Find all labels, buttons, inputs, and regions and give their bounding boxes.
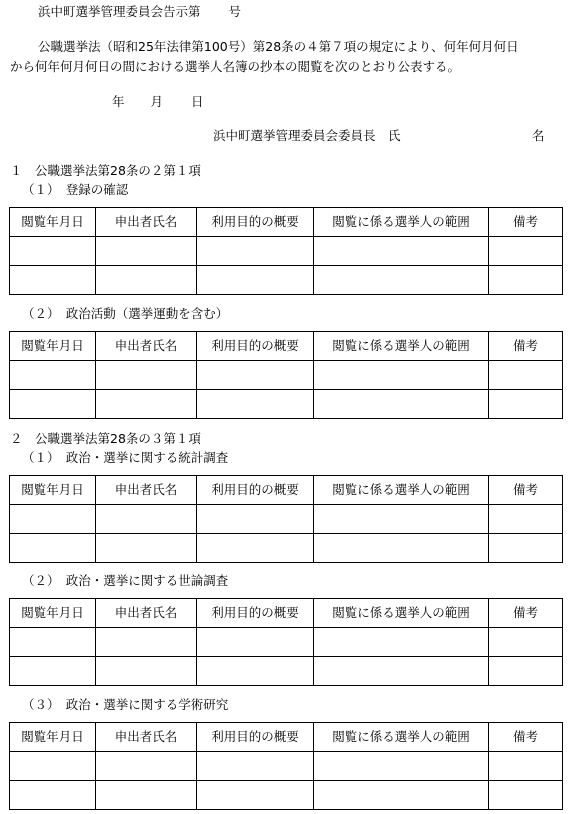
table-cell [314, 390, 489, 419]
table-cell [314, 361, 489, 390]
table-cell [96, 628, 197, 657]
header-applicant-name: 申出者氏名 [96, 208, 197, 237]
notice-title [38, 4, 241, 20]
subsection-heading-2-2: （２） 政治・選挙に関する世論調査 [22, 573, 229, 588]
table-cell [10, 781, 96, 810]
table-cell [314, 657, 489, 686]
notice-date [112, 94, 204, 110]
header-purpose-summary: 利用目的の概要 [197, 332, 314, 361]
table-header-row [10, 332, 563, 361]
roster-table-1-2 [9, 331, 563, 419]
roster-table-1-1 [9, 207, 563, 295]
table-header-row [10, 723, 563, 752]
table-cell [96, 781, 197, 810]
table-cell [10, 534, 96, 563]
table-row [10, 752, 563, 781]
header-remarks: 備考 [489, 723, 563, 752]
table-row [10, 781, 563, 810]
table-header-row [10, 599, 563, 628]
header-viewing-date: 閲覧年月日 [10, 723, 96, 752]
header-elector-scope: 閲覧に係る選挙人の範囲 [314, 723, 489, 752]
header-applicant-name: 申出者氏名 [96, 332, 197, 361]
table-cell [197, 628, 314, 657]
header-purpose-summary: 利用目的の概要 [197, 723, 314, 752]
table-cell [10, 390, 96, 419]
table-cell [10, 237, 96, 266]
chair-title: 浜中町選挙管理委員会委員長 氏 [213, 128, 401, 143]
table-cell [314, 534, 489, 563]
header-applicant-name: 申出者氏名 [96, 476, 197, 505]
header-elector-scope: 閲覧に係る選挙人の範囲 [314, 476, 489, 505]
header-remarks: 備考 [489, 208, 563, 237]
table-cell [96, 266, 197, 295]
table-row [10, 505, 563, 534]
table-cell [489, 266, 563, 295]
notice-body-line-2: から何年何月何日の間における選挙人名簿の抄本の閲覧を次のとおり公表する。 [10, 59, 461, 74]
header-viewing-date: 閲覧年月日 [10, 476, 96, 505]
table-cell [96, 534, 197, 563]
table-cell [197, 781, 314, 810]
header-remarks: 備考 [489, 476, 563, 505]
table-cell [10, 361, 96, 390]
table-cell [96, 505, 197, 534]
table-cell [197, 657, 314, 686]
table-cell [489, 781, 563, 810]
table-cell [10, 657, 96, 686]
table-cell [197, 266, 314, 295]
header-remarks: 備考 [489, 332, 563, 361]
table-row [10, 390, 563, 419]
chair-name-label: 名 [532, 128, 545, 143]
notice-title-suffix: 号 [228, 4, 242, 19]
date-year: 年 [112, 94, 125, 109]
subsection-heading-1-2: （２） 政治活動（選挙運動を含む） [22, 306, 229, 321]
header-elector-scope: 閲覧に係る選挙人の範囲 [314, 332, 489, 361]
table-cell [197, 361, 314, 390]
table-cell [314, 628, 489, 657]
header-purpose-summary: 利用目的の概要 [197, 476, 314, 505]
section-heading-1: １ 公職選挙法第28条の２第１項 [10, 163, 201, 178]
header-viewing-date: 閲覧年月日 [10, 208, 96, 237]
table-cell [96, 752, 197, 781]
header-remarks: 備考 [489, 599, 563, 628]
table-cell [197, 237, 314, 266]
table-row [10, 266, 563, 295]
roster-table-2-1 [9, 475, 563, 563]
table-cell [10, 752, 96, 781]
notice-body-line-1: 公職選挙法（昭和25年法律第100号）第28条の４第７項の規定により、何年何月何日 [38, 39, 519, 54]
subsection-heading-2-3: （３） 政治・選挙に関する学術研究 [22, 697, 229, 712]
table-cell [489, 237, 563, 266]
table-cell [489, 628, 563, 657]
table-cell [314, 266, 489, 295]
roster-table-2-3 [9, 722, 563, 810]
table-cell [10, 628, 96, 657]
table-row [10, 361, 563, 390]
header-applicant-name: 申出者氏名 [96, 599, 197, 628]
table-cell [10, 266, 96, 295]
table-cell [489, 390, 563, 419]
table-cell [314, 781, 489, 810]
table-cell [489, 534, 563, 563]
header-purpose-summary: 利用目的の概要 [197, 599, 314, 628]
table-header-row [10, 476, 563, 505]
table-cell [197, 505, 314, 534]
table-row [10, 657, 563, 686]
table-row [10, 237, 563, 266]
header-viewing-date: 閲覧年月日 [10, 599, 96, 628]
subsection-heading-1-1: （１） 登録の確認 [22, 182, 129, 197]
section-heading-2: ２ 公職選挙法第28条の３第１項 [10, 431, 201, 446]
table-cell [314, 237, 489, 266]
table-cell [96, 657, 197, 686]
table-cell [314, 505, 489, 534]
date-day: 日 [191, 94, 204, 109]
roster-table-2-2 [9, 598, 563, 686]
table-row [10, 628, 563, 657]
notice-title-prefix: 浜中町選挙管理委員会告示第 [38, 4, 201, 19]
date-month: 月 [150, 94, 164, 109]
header-elector-scope: 閲覧に係る選挙人の範囲 [314, 208, 489, 237]
table-cell [197, 752, 314, 781]
table-cell [314, 752, 489, 781]
table-cell [96, 361, 197, 390]
table-header-row [10, 208, 563, 237]
header-purpose-summary: 利用目的の概要 [197, 208, 314, 237]
table-cell [197, 390, 314, 419]
table-cell [489, 752, 563, 781]
table-cell [96, 237, 197, 266]
table-cell [197, 534, 314, 563]
subsection-heading-2-1: （１） 政治・選挙に関する統計調査 [22, 450, 229, 465]
table-cell [489, 657, 563, 686]
header-viewing-date: 閲覧年月日 [10, 332, 96, 361]
table-row [10, 534, 563, 563]
header-applicant-name: 申出者氏名 [96, 723, 197, 752]
table-cell [10, 505, 96, 534]
table-cell [96, 390, 197, 419]
table-cell [489, 505, 563, 534]
header-elector-scope: 閲覧に係る選挙人の範囲 [314, 599, 489, 628]
table-cell [489, 361, 563, 390]
